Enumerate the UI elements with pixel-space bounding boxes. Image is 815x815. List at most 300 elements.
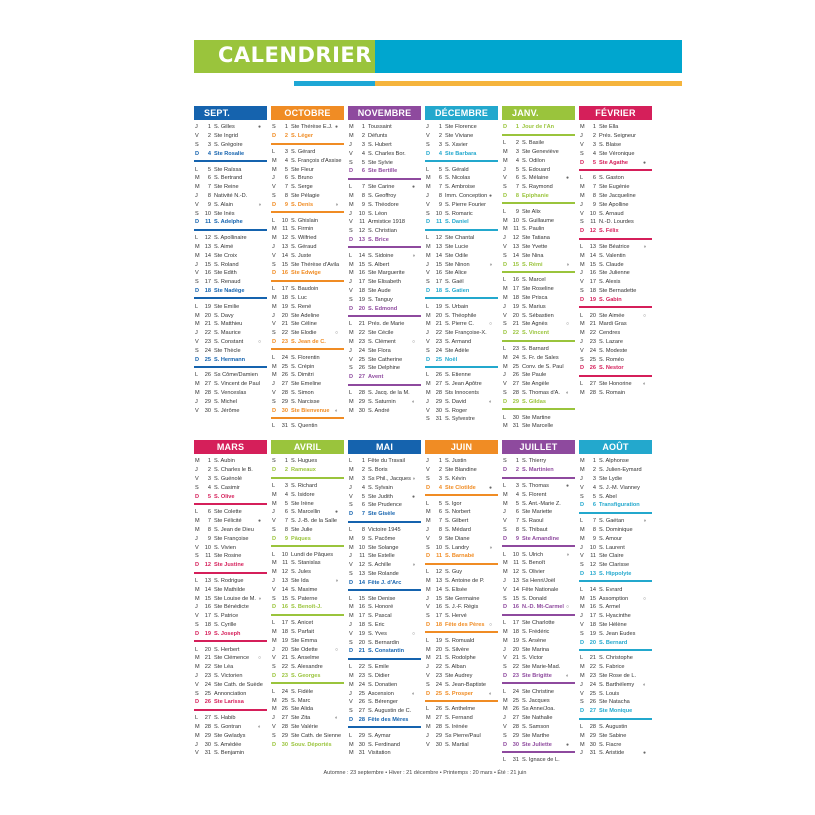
saint-name: S. Romaric [445, 210, 473, 217]
saint-name: S. Augustin de C. [368, 708, 412, 715]
day-number: 17 [512, 620, 519, 627]
day-number: 18 [512, 628, 519, 635]
day-row [579, 243, 652, 252]
weekday-letter: M [349, 133, 354, 140]
day-number: 12 [358, 228, 365, 235]
day-number: 1 [361, 124, 365, 131]
weekday-letter: J [272, 646, 275, 653]
day-row [502, 234, 575, 243]
day-row [271, 508, 344, 517]
day-row [271, 302, 344, 311]
day-row [502, 594, 575, 603]
weekday-letter: S [426, 416, 430, 423]
day-number: 19 [281, 637, 288, 644]
saint-name: Prés. de Marie [368, 321, 405, 328]
day-number: 16 [358, 604, 365, 611]
saint-name: Ste Croix [214, 252, 238, 259]
saint-name: Ste Thérèse E.J. [291, 124, 333, 131]
day-number: 9 [592, 201, 596, 208]
saint-name: Ste Marcelle [522, 423, 554, 430]
weekday-letter: V [349, 562, 353, 569]
day-row [194, 483, 267, 492]
day-row [271, 389, 344, 398]
day-row [579, 227, 652, 236]
week-separator [425, 297, 498, 299]
saint-name: S. Gildas [522, 398, 546, 405]
month-column [579, 440, 652, 765]
day-row [579, 517, 652, 526]
day-row [348, 320, 421, 329]
saint-name: S. Kévin [445, 475, 466, 482]
weekday-letter: V [580, 690, 584, 697]
saint-name: Ste Solange [368, 544, 399, 551]
saint-name: S. Abel [599, 493, 617, 500]
day-row [425, 183, 498, 192]
weekday-letter: D [349, 648, 354, 655]
day-row [271, 490, 344, 499]
weekday-letter: D [195, 562, 200, 569]
saint-name: S. Gatien [445, 287, 470, 294]
saint-name: S. Rodrigue [214, 577, 244, 584]
weekday-letter: M [580, 535, 585, 542]
weekday-letter: V [195, 475, 199, 482]
saint-name: Ste Emma [291, 637, 318, 644]
day-row [194, 311, 267, 320]
saint-name: Ste Apolline [599, 201, 629, 208]
week-separator [425, 563, 498, 565]
day-row [425, 499, 498, 508]
weekday-letter: D [503, 330, 508, 337]
day-number: 12 [512, 235, 519, 242]
day-number: 5 [284, 166, 288, 173]
moon-full-icon: ● [488, 192, 492, 199]
day-row [348, 561, 421, 570]
day-row [348, 338, 421, 347]
saint-name: S. Sylvain [368, 484, 393, 491]
day-list [194, 457, 267, 758]
saint-name: Ste Ella [599, 124, 619, 131]
day-list [425, 457, 498, 749]
day-number: 6 [207, 175, 211, 182]
day-number: 16 [204, 270, 211, 277]
weekday-letter: M [272, 569, 277, 576]
month-header: JUILLET [502, 440, 575, 454]
saint-name: Ste Cath. de Suède [214, 681, 263, 688]
day-row [348, 304, 421, 313]
day-row [502, 499, 575, 508]
saint-name: S. Parfait [291, 628, 315, 635]
day-row [425, 371, 498, 380]
weekday-letter: D [349, 236, 354, 243]
day-row [502, 731, 575, 740]
saint-name: Ste Cécile [368, 330, 394, 337]
day-row [271, 148, 344, 157]
day-number: 29 [435, 398, 442, 405]
day-number: 31 [281, 423, 288, 430]
week-separator [348, 589, 421, 591]
day-row [425, 466, 498, 475]
weekday-letter: S [580, 562, 584, 569]
week-separator [348, 658, 421, 660]
saint-name: Ste Viviane [445, 133, 474, 140]
day-number: 18 [589, 287, 596, 294]
saint-name: Ste Zita [291, 715, 311, 722]
saint-name: S. Samson [522, 723, 550, 730]
saint-name: S. Arsène [522, 637, 547, 644]
saint-name: S. Thomas d'A. [522, 389, 560, 396]
day-row [194, 645, 267, 654]
weekday-letter: M [272, 303, 277, 310]
saint-name: Ste Catherine [368, 356, 403, 363]
saint-name: Fête du Travail [368, 458, 405, 465]
day-row [271, 687, 344, 696]
saint-name: Ascension [368, 690, 394, 697]
day-number: 14 [512, 586, 519, 593]
weekday-letter: M [580, 526, 585, 533]
day-row [502, 482, 575, 491]
day-number: 13 [589, 243, 596, 250]
saint-name: Ste Diane [445, 535, 470, 542]
weekday-letter: M [272, 363, 277, 370]
day-row [425, 543, 498, 552]
weekday-letter: S [580, 493, 584, 500]
day-row [425, 302, 498, 311]
saint-name: Ste Aude [368, 287, 391, 294]
day-number: 20 [204, 646, 211, 653]
weekday-letter: J [272, 175, 275, 182]
day-number: 5 [207, 493, 211, 500]
saint-name: S. J.-F. Régis [445, 604, 479, 611]
saint-name: S. Georges [291, 672, 321, 679]
weekday-letter: J [426, 458, 429, 465]
day-number: 26 [358, 365, 365, 372]
day-number: 25 [512, 363, 519, 370]
saint-name: S. Bernardin [368, 639, 400, 646]
weekday-letter: V [349, 219, 353, 226]
saint-name: Ste Angèle [522, 381, 550, 388]
day-number: 1 [207, 458, 211, 465]
saint-name: Ste Carine [368, 184, 395, 191]
day-number: 27 [204, 715, 211, 722]
week-separator [348, 178, 421, 180]
day-row [425, 585, 498, 594]
day-number: 11 [282, 560, 288, 567]
day-number: 15 [512, 261, 519, 268]
day-number: 4 [515, 157, 519, 164]
weekday-letter: M [426, 312, 431, 319]
weekday-letter: D [503, 672, 508, 679]
weekday-letter: M [426, 252, 431, 259]
day-number: 27 [358, 374, 365, 381]
day-number: 11 [205, 219, 211, 226]
day-number: 12 [435, 569, 442, 576]
day-row [579, 295, 652, 304]
saint-name: S. Olive [214, 493, 235, 500]
day-number: 16 [512, 604, 519, 611]
weekday-letter: V [426, 741, 430, 748]
day-row [502, 636, 575, 645]
weekday-letter: M [580, 389, 585, 396]
weekday-letter: M [349, 338, 354, 345]
day-row [348, 570, 421, 579]
weekday-letter: L [349, 184, 353, 191]
weekday-letter: M [195, 655, 200, 662]
day-number: 27 [435, 381, 442, 388]
weekday-letter: M [195, 381, 200, 388]
weekday-letter: D [426, 621, 431, 628]
day-row [502, 585, 575, 594]
day-number: 6 [284, 175, 288, 182]
weekday-letter: L [580, 312, 584, 319]
day-number: 9 [592, 535, 596, 542]
week-separator [425, 160, 498, 162]
saint-name: S. Armel [599, 604, 621, 611]
day-number: 3 [207, 475, 211, 482]
day-list [271, 457, 344, 749]
weekday-letter: M [580, 664, 585, 671]
week-separator [425, 366, 498, 368]
day-row [348, 141, 421, 150]
day-number: 13 [281, 243, 288, 250]
saint-name: Ste Bernadette [599, 287, 637, 294]
day-number: 8 [284, 526, 288, 533]
saint-name: S. Aymar [368, 732, 391, 739]
moon-last-icon: ◑ [411, 475, 415, 482]
weekday-letter: S [580, 287, 584, 294]
weekday-letter: V [349, 150, 353, 157]
day-number: 24 [512, 688, 519, 695]
weekday-letter: M [580, 672, 585, 679]
day-row [579, 218, 652, 227]
day-row [579, 492, 652, 501]
day-row [194, 218, 267, 227]
day-row [348, 389, 421, 398]
day-number: 30 [435, 741, 442, 748]
day-number: 20 [589, 312, 596, 319]
weekday-letter: J [195, 535, 198, 542]
week-separator [579, 375, 652, 377]
moon-last-icon: ◑ [565, 261, 569, 268]
day-number: 11 [359, 553, 365, 560]
saint-name: S. Geoffroy [368, 192, 397, 199]
day-number: 5 [438, 500, 442, 507]
saint-name: S. Barnard [522, 345, 549, 352]
saint-name: S. Frédéric [522, 628, 550, 635]
weekday-letter: V [272, 252, 276, 259]
day-number: 18 [204, 287, 211, 294]
weekday-letter: M [580, 330, 585, 337]
week-separator [194, 503, 267, 505]
weekday-letter: V [272, 586, 276, 593]
weekday-letter: V [503, 655, 507, 662]
saint-name: S. Hermann [214, 356, 246, 363]
day-row [579, 466, 652, 475]
day-row [579, 534, 652, 543]
saint-name: S. Honoré [368, 604, 394, 611]
saint-name: S. Gilbert [445, 518, 469, 525]
day-row [194, 269, 267, 278]
moon-first-icon: ◐ [488, 398, 492, 405]
weekday-letter: L [195, 166, 199, 173]
saint-name: S. Marius [522, 303, 546, 310]
saint-name: Ste Juliette [522, 741, 552, 748]
day-number: 27 [281, 381, 288, 388]
weekday-letter: L [580, 175, 584, 182]
saint-name: Armistice 1918 [368, 219, 405, 226]
saint-name: S. Nestor [599, 365, 624, 372]
moon-new-icon: ○ [334, 330, 338, 337]
saint-name: Ste Julienne [599, 270, 630, 277]
day-row [194, 251, 267, 260]
day-row [348, 578, 421, 587]
weekday-letter: M [272, 637, 277, 644]
weekday-letter: V [503, 518, 507, 525]
weekday-letter: M [195, 458, 200, 465]
day-row [271, 269, 344, 278]
saint-name: S. Ghislain [291, 217, 319, 224]
day-number: 22 [204, 664, 211, 671]
weekday-letter: M [426, 518, 431, 525]
day-number: 9 [361, 535, 365, 542]
saint-name: S. Pascal [368, 613, 392, 620]
day-row [271, 696, 344, 705]
day-number: 10 [435, 544, 442, 551]
weekday-letter: D [195, 493, 200, 500]
weekday-letter: M [503, 354, 508, 361]
weekday-letter: L [349, 732, 353, 739]
weekday-letter: D [349, 716, 354, 723]
weekday-letter: J [349, 210, 352, 217]
saint-name: S. Fernand [445, 715, 473, 722]
weekday-letter: S [349, 159, 353, 166]
saint-name: Ste Félicité [214, 518, 242, 525]
weekday-letter: L [503, 688, 507, 695]
day-number: 26 [435, 706, 442, 713]
day-number: 3 [207, 141, 211, 148]
day-row [579, 132, 652, 141]
day-number: 8 [592, 526, 596, 533]
moon-last-icon: ◑ [411, 252, 415, 259]
day-number: 20 [435, 646, 442, 653]
saint-name: Ste Irène [291, 500, 314, 507]
day-row [348, 406, 421, 415]
day-row [579, 355, 652, 364]
day-row [579, 123, 652, 132]
day-number: 9 [515, 208, 519, 215]
saint-name: Assomption [599, 595, 629, 602]
day-row [579, 707, 652, 716]
weekday-letter: L [272, 286, 276, 293]
saint-name: Ste Tatiana [522, 235, 550, 242]
day-number: 13 [589, 570, 596, 577]
day-number: 18 [281, 628, 288, 635]
saint-name: S. Jacq. de la M. [368, 389, 410, 396]
day-row [348, 346, 421, 355]
day-row [348, 183, 421, 192]
saint-name: Ste Raïssa [214, 166, 242, 173]
day-list [425, 123, 498, 424]
day-number: 7 [592, 518, 596, 525]
weekday-letter: D [580, 365, 585, 372]
saint-name: S. Marc [291, 697, 311, 704]
day-number: 30 [512, 414, 519, 421]
saint-name: S. Amour [599, 535, 623, 542]
day-row [348, 200, 421, 209]
day-row [194, 302, 267, 311]
month-header: DÉCEMBRE [425, 106, 498, 120]
day-number: 23 [358, 672, 365, 679]
day-number: 31 [512, 423, 519, 430]
day-number: 27 [204, 381, 211, 388]
day-number: 30 [435, 407, 442, 414]
day-number: 3 [592, 141, 596, 148]
months-grid-top [194, 106, 652, 431]
week-separator [502, 751, 575, 753]
day-number: 17 [204, 279, 211, 286]
day-row [425, 594, 498, 603]
weekday-letter: V [580, 210, 584, 217]
day-row [579, 749, 652, 758]
saint-name: S. Michel [214, 398, 238, 405]
day-row [502, 320, 575, 329]
day-number: 14 [435, 586, 442, 593]
day-number: 9 [515, 535, 519, 542]
day-row [579, 192, 652, 201]
saint-name: S. Thierry [522, 458, 547, 465]
weekday-letter: J [272, 312, 275, 319]
weekday-letter: L [503, 345, 507, 352]
day-row [271, 132, 344, 141]
day-number: 13 [512, 243, 519, 250]
saint-name: Ste Clémence [214, 655, 250, 662]
day-row [348, 209, 421, 218]
day-row [579, 680, 652, 689]
day-row [194, 141, 267, 150]
day-row [579, 698, 652, 707]
day-number: 9 [438, 535, 442, 542]
day-row [425, 672, 498, 681]
day-row [502, 723, 575, 732]
saint-name: S. Adelphe [214, 219, 243, 226]
moon-last-icon: ◑ [257, 201, 261, 208]
day-row [425, 174, 498, 183]
day-number: 29 [358, 732, 365, 739]
day-row [425, 389, 498, 398]
day-number: 24 [589, 681, 596, 688]
moon-new-icon: ○ [257, 655, 261, 662]
saint-name: S. Marcellin [291, 509, 321, 516]
week-separator [425, 631, 498, 633]
day-number: 22 [281, 664, 288, 671]
weekday-letter: M [349, 672, 354, 679]
day-number: 13 [435, 577, 442, 584]
weekday-letter: J [580, 270, 583, 277]
saint-name: S. René [291, 303, 312, 310]
weekday-letter: J [349, 484, 352, 491]
day-number: 22 [435, 664, 442, 671]
saint-name: S. Fr. de Sales [522, 354, 559, 361]
day-row [502, 389, 575, 398]
saint-name: S. Simon [291, 389, 314, 396]
week-separator [425, 700, 498, 702]
day-row [194, 654, 267, 663]
saint-name: Ste Marguerite [368, 270, 405, 277]
day-row [348, 329, 421, 338]
day-row [425, 534, 498, 543]
saint-name: Ste Bertille [368, 168, 398, 175]
day-number: 28 [589, 389, 596, 396]
day-row [271, 123, 344, 132]
